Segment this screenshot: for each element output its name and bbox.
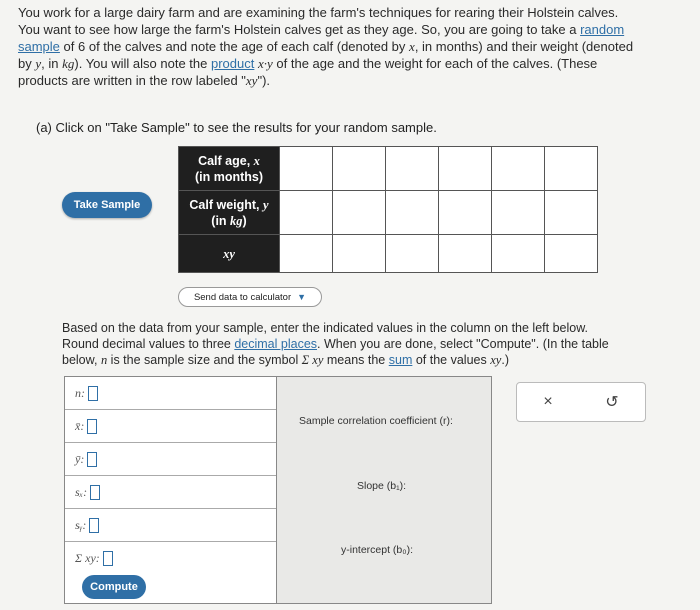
- instr-text: means the: [326, 353, 386, 367]
- table-cell: [280, 191, 333, 235]
- table-cell: [545, 191, 598, 235]
- table-cell: [333, 235, 386, 273]
- intro-text: You work for a large dairy farm and are examining the farm's techniques for rearing their Holstein calves.: [18, 5, 619, 20]
- ybar-input[interactable]: [87, 452, 97, 467]
- intro-text: You want to see how large the farm's Holstein calves get as they age. So, you are going to take a: [18, 22, 577, 37]
- xbar-row: [65, 410, 277, 443]
- table-row: [179, 147, 598, 191]
- var-xy: x·y: [258, 56, 273, 71]
- ybar-label: ȳ:: [75, 451, 85, 466]
- sy-input[interactable]: [89, 518, 99, 533]
- var-x: x: [253, 153, 260, 168]
- table-cell: [492, 191, 545, 235]
- compute-button[interactable]: Compute: [82, 575, 146, 599]
- header-text: Calf age,: [198, 153, 251, 168]
- sumxy-input[interactable]: [103, 551, 113, 566]
- var-xy: xy: [245, 73, 258, 88]
- table-cell: [439, 191, 492, 235]
- header-text: ): [242, 213, 247, 228]
- intro-text: of 6 of the calves and note the age of each calf (denoted by: [63, 39, 406, 54]
- send-data-label: Send data to calculator: [193, 291, 292, 303]
- var-xy: xy: [490, 353, 502, 367]
- slope-label: Slope (b₁):: [357, 480, 407, 492]
- header-text: (in: [211, 213, 227, 228]
- table-cell: [386, 191, 439, 235]
- sy-label: sᵧ:: [75, 517, 87, 532]
- instructions: [62, 320, 662, 368]
- table-row: [179, 235, 598, 273]
- instr-text: .): [501, 353, 509, 367]
- sx-row: [65, 476, 277, 509]
- table-cell: [545, 147, 598, 191]
- var-x: x: [409, 39, 415, 54]
- table-cell: [439, 235, 492, 273]
- table-cell: [333, 147, 386, 191]
- var-xy: xy: [223, 246, 235, 261]
- table-cell: [280, 147, 333, 191]
- results-panel: [276, 376, 492, 604]
- table-cell: [492, 235, 545, 273]
- sample-table: [178, 146, 598, 273]
- intro-text: of the age and the weight for each of the calves. (These: [276, 56, 598, 71]
- table-cell: [333, 191, 386, 235]
- instr-text: of the values: [415, 353, 487, 367]
- table-cell: [386, 235, 439, 273]
- age-header: [179, 147, 280, 191]
- ybar-row: [65, 443, 277, 476]
- table-cell: [386, 147, 439, 191]
- table-cell: [280, 235, 333, 273]
- close-icon[interactable]: ×: [543, 393, 553, 410]
- sum-symbol: Σ xy: [301, 353, 324, 367]
- instr-text: Round decimal values to three: [62, 337, 231, 351]
- table-cell: [439, 147, 492, 191]
- random-link[interactable]: random: [580, 22, 625, 37]
- decimal-places-link[interactable]: decimal places: [234, 337, 318, 351]
- action-panel: [516, 382, 646, 422]
- intro-text: by: [18, 56, 32, 71]
- xbar-input[interactable]: [87, 419, 97, 434]
- sy-row: [65, 509, 277, 542]
- table-cell: [492, 147, 545, 191]
- intro-text: ").: [257, 73, 271, 88]
- intro-text: , in months) and their weight (denoted: [414, 39, 634, 54]
- weight-header: [179, 191, 280, 235]
- take-sample-button[interactable]: Take Sample: [62, 192, 152, 218]
- unit-kg: kg: [62, 56, 75, 71]
- instr-text: is the sample size and the symbol: [110, 353, 299, 367]
- header-text: (in months): [194, 169, 264, 184]
- table-cell: [545, 235, 598, 273]
- var-y: y: [263, 197, 269, 212]
- intro-text: , in: [41, 56, 59, 71]
- sx-input[interactable]: [90, 485, 100, 500]
- instr-text: . When you are done, select "Compute". (In the table: [317, 337, 609, 351]
- var-y: y: [35, 56, 42, 71]
- n-input[interactable]: [88, 386, 98, 401]
- intro-text: products are written in the row labeled ": [18, 73, 246, 88]
- intro-text: ). You will also note the: [74, 56, 208, 71]
- xy-header: [179, 235, 280, 273]
- sample-link[interactable]: sample: [18, 39, 60, 54]
- unit-kg: kg: [230, 213, 243, 228]
- intercept-label: y-intercept (b₀):: [341, 544, 414, 556]
- sum-link[interactable]: sum: [388, 353, 413, 367]
- var-n: n: [100, 353, 108, 367]
- sumxy-row: [65, 542, 277, 574]
- correlation-label: Sample correlation coefficient (r):: [299, 415, 453, 427]
- sx-label: sₓ:: [75, 484, 88, 499]
- chevron-down-icon: ▼: [297, 292, 307, 302]
- input-panel: [64, 376, 278, 604]
- instr-text: Based on the data from your sample, enter the indicated values in the column on the left below.: [62, 321, 589, 335]
- header-text: Calf weight,: [189, 197, 260, 212]
- instr-text: below,: [62, 353, 98, 367]
- n-label: n:: [75, 385, 85, 400]
- send-data-dropdown[interactable]: [178, 287, 322, 307]
- table-row: [179, 191, 598, 235]
- n-row: [65, 377, 277, 410]
- problem-intro: [18, 4, 686, 89]
- part-a-prompt: (a) Click on "Take Sample" to see the results for your random sample.: [36, 120, 437, 135]
- reset-icon[interactable]: ↺: [605, 394, 619, 411]
- product-link[interactable]: product: [211, 56, 255, 71]
- sumxy-label: Σ xy:: [75, 550, 100, 565]
- xbar-label: x̄:: [75, 418, 85, 433]
